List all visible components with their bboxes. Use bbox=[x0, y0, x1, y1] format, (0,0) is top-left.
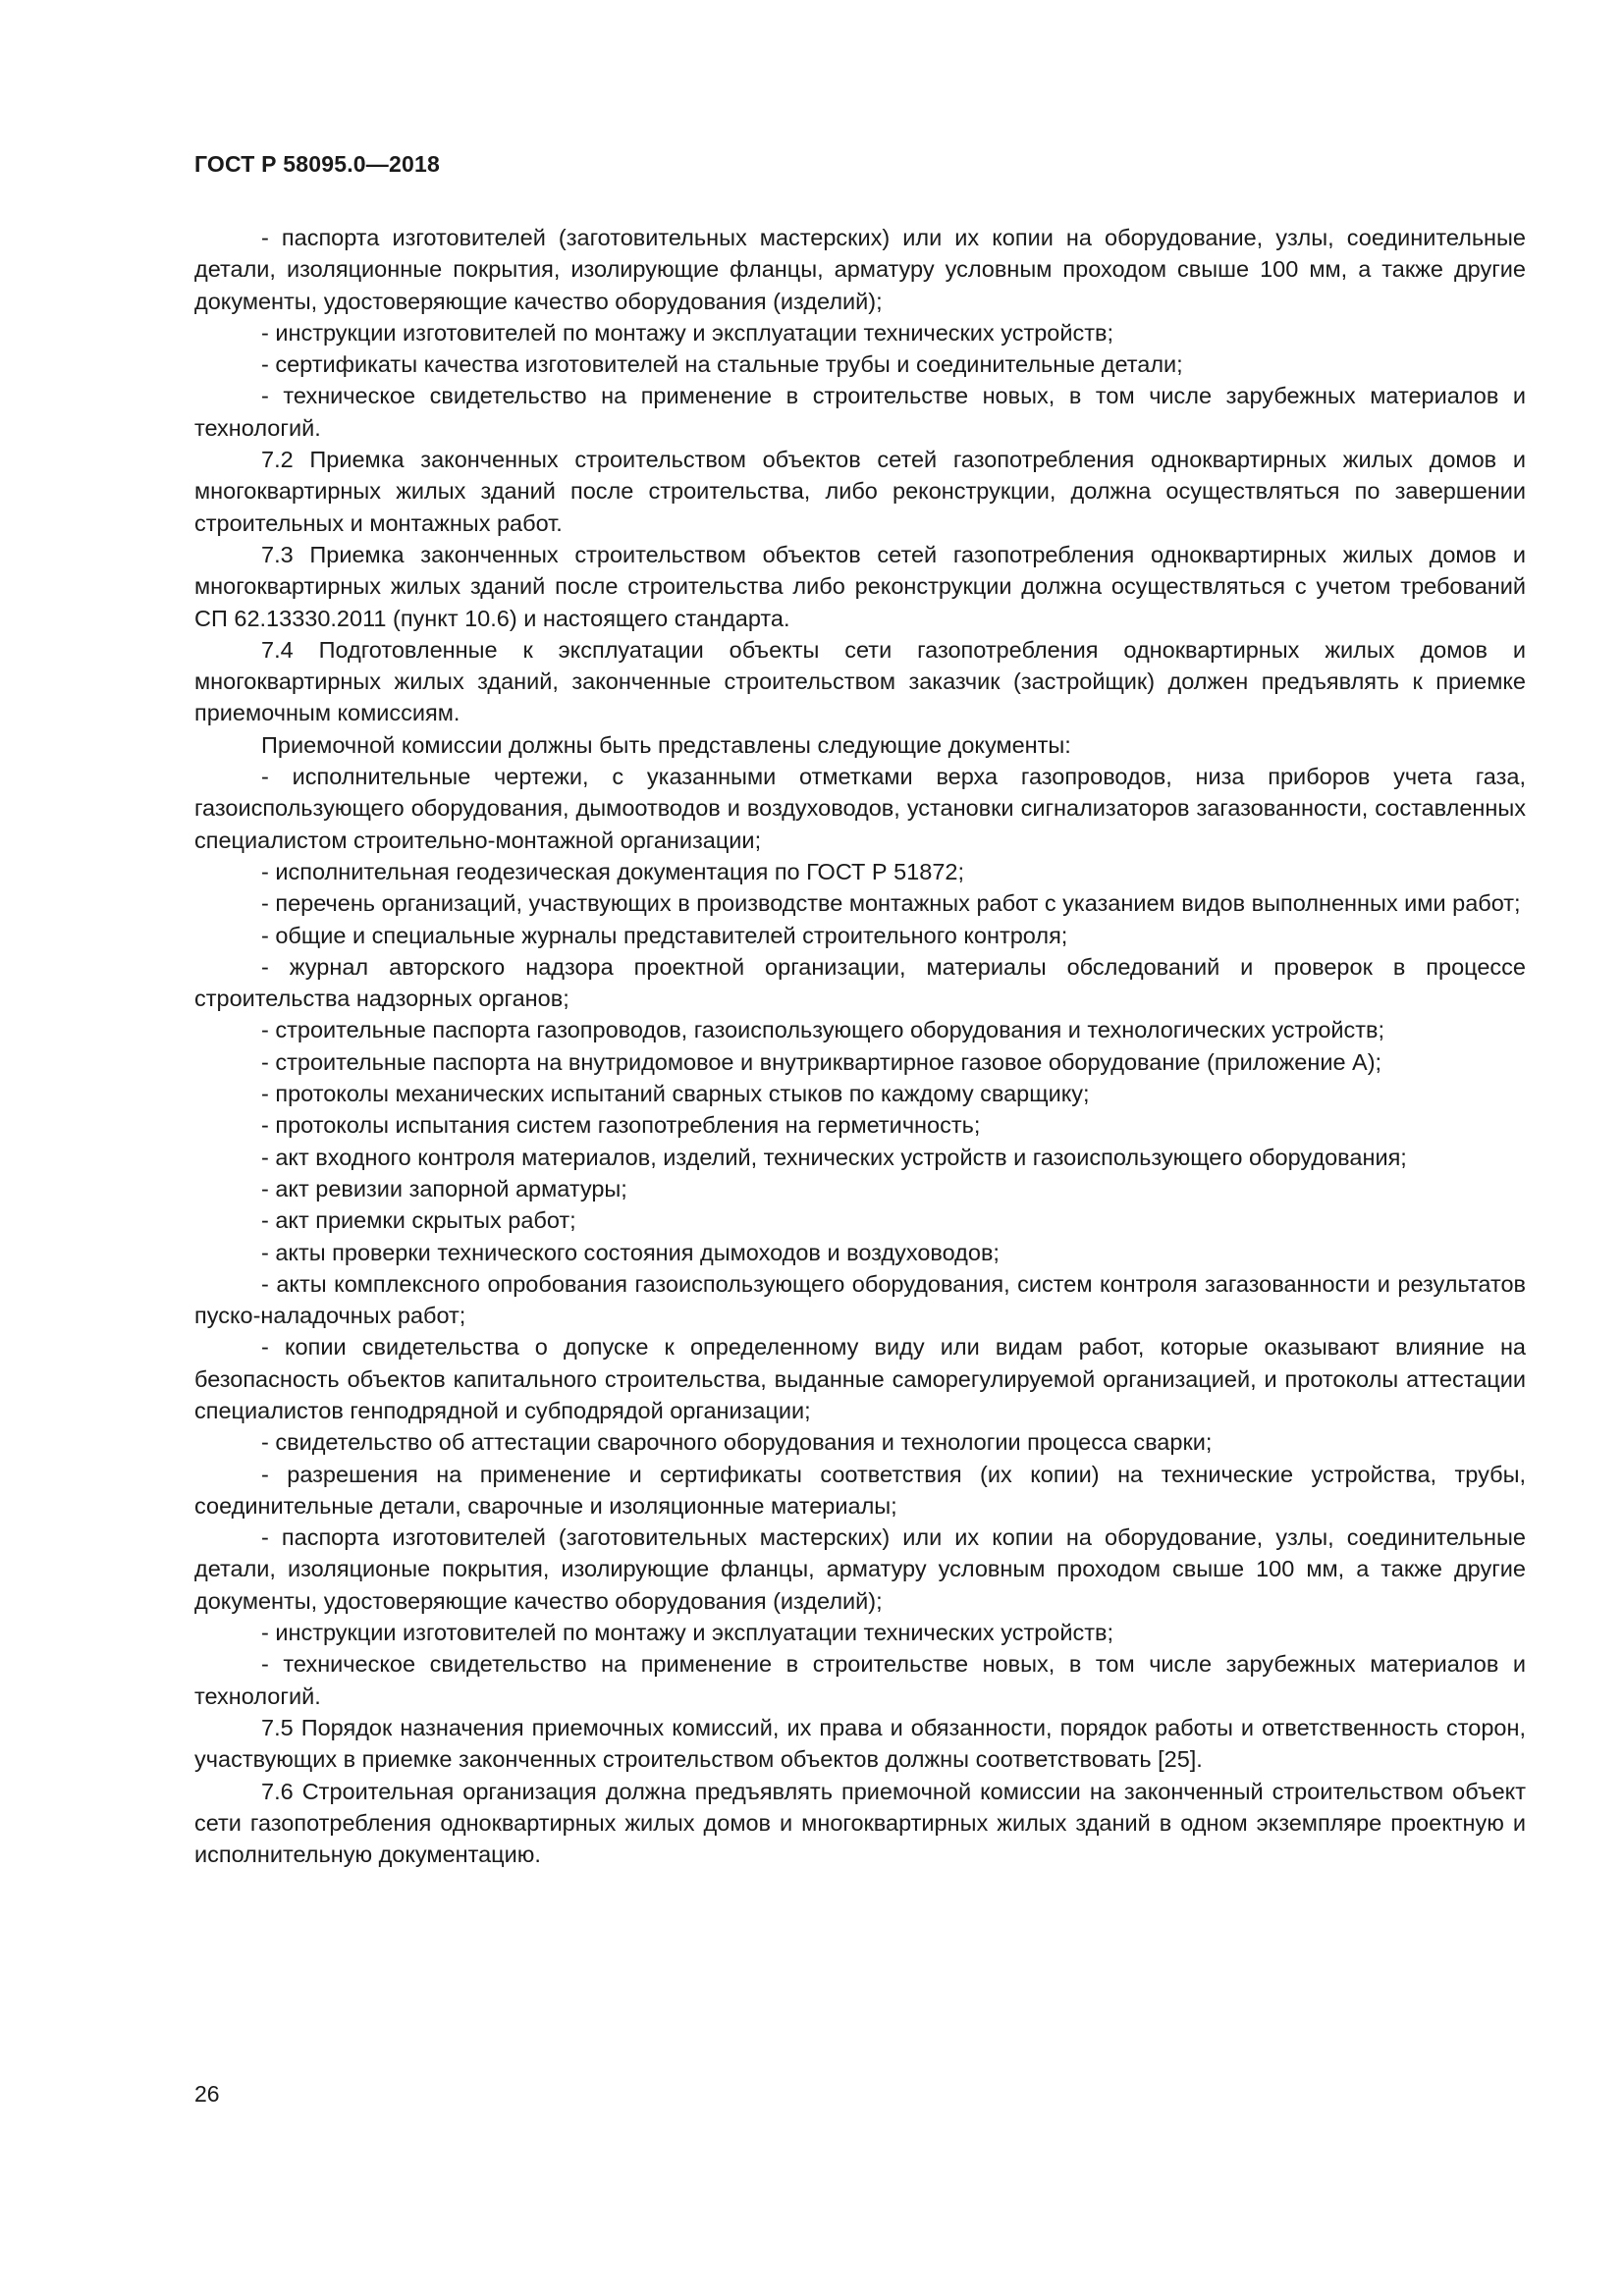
paragraph: - протоколы испытания систем газопотребления на герметичность; bbox=[261, 1112, 981, 1139]
paragraph: 7.6 Строительная организация должна предъявлять приемочной комиссии на законченный строительством объект сети газопотребления одноквартирных жилых домов и многоквартирных жилых зданий в одном экземпляре проектную и исполнительную документацию. bbox=[194, 1778, 1526, 1868]
paragraph: - строительные паспорта газопроводов, газоиспользующего оборудования и технологических устройств; bbox=[261, 1017, 1385, 1043]
paragraph: - строительные паспорта на внутридомовое и внутриквартирное газовое оборудование (приложение А); bbox=[261, 1048, 1382, 1075]
document-body bbox=[194, 222, 1526, 1870]
paragraph: - разрешения на применение и сертификаты соответствия (их копии) на технические устройства, трубы, соединительные детали, сварочные и изоляционные материалы; bbox=[194, 1461, 1526, 1519]
paragraph: Приемочной комиссии должны быть представлены следующие документы: bbox=[261, 731, 1071, 758]
paragraph: - копии свидетельства о допуске к определенному виду или видам работ, которые оказывают влияние на безопасность объектов капитального строительства, выданные саморегулируемой организацией, и протоколы аттестации специалистов генподрядной и субподрядой организации; bbox=[194, 1334, 1526, 1423]
paragraph: - исполнительная геодезическая документация по ГОСТ Р 51872; bbox=[261, 858, 964, 884]
paragraph: - инструкции изготовителей по монтажу и эксплуатации технических устройств; bbox=[261, 319, 1114, 346]
document-header: ГОСТ Р 58095.0—2018 bbox=[194, 151, 440, 177]
paragraph: - свидетельство об аттестации сварочного оборудования и технологии процесса сварки; bbox=[261, 1429, 1213, 1456]
paragraph: - инструкции изготовителей по монтажу и эксплуатации технических устройств; bbox=[261, 1620, 1114, 1646]
paragraph: - исполнительные чертежи, с указанными отметками верха газопроводов, низа приборов учета газа, газоиспользующего оборудования, дымоотводов и воздуховодов, установки сигнализаторов загазованности, составленных специалистом строительно-монтажной организации; bbox=[194, 764, 1526, 853]
paragraph: - паспорта изготовителей (заготовительных мастерских) или их копии на оборудование, узлы, соединительные детали, изоляционые покрытия, изолирующие фланцы, арматуру условным проходом свыше 100 мм, а также другие документы, удостоверяющие качество оборудования (изделий); bbox=[194, 1524, 1526, 1614]
paragraph: - акты проверки технического состояния дымоходов и воздуховодов; bbox=[261, 1239, 1000, 1265]
paragraph: 7.3 Приемка законченных строительством объектов сетей газопотребления одноквартирных жилых домов и многоквартирных жилых зданий после строительства либо реконструкции должна осуществляться с учетом требований СП 62.13330.2011 (пункт 10.6) и настоящего стандарта. bbox=[194, 541, 1526, 631]
paragraph: - общие и специальные журналы представителей строительного контроля; bbox=[261, 922, 1068, 948]
paragraph: 7.5 Порядок назначения приемочных комиссий, их права и обязанности, порядок работы и ответственность сторон, участвующих в приемке законченных строительством объектов должны соответствовать [25]. bbox=[194, 1714, 1526, 1773]
paragraph: - акт приемки скрытых работ; bbox=[261, 1207, 576, 1234]
paragraph: - сертификаты качества изготовителей на стальные трубы и соединительные детали; bbox=[261, 351, 1183, 378]
paragraph: - перечень организаций, участвующих в производстве монтажных работ с указанием видов выполненных ими работ; bbox=[261, 890, 1521, 917]
paragraph: - журнал авторского надзора проектной организации, материалы обследований и проверок в процессе строительства надзорных органов; bbox=[194, 953, 1526, 1012]
paragraph: 7.4 Подготовленные к эксплуатации объекты сети газопотребления одноквартирных жилых домов и многоквартирных жилых зданий, законченные строительством заказчик (застройщик) должен предъявлять к приемке приемочным комиссиям. bbox=[194, 636, 1526, 726]
paragraph: - паспорта изготовителей (заготовительных мастерских) или их копии на оборудование, узлы, соединительные детали, изоляционные покрытия, изолирующие фланцы, арматуру условным проходом свыше 100 мм, а также другие документы, удостоверяющие качество оборудования (изделий); bbox=[194, 225, 1526, 314]
paragraph: - протоколы механических испытаний сварных стыков по каждому сварщику; bbox=[261, 1081, 1090, 1107]
paragraph: - акт ревизии запорной арматуры; bbox=[261, 1175, 627, 1201]
paragraph: 7.2 Приемка законченных строительством объектов сетей газопотребления одноквартирных жилых домов и многоквартирных жилых зданий после строительства, либо реконструкции, должна осуществляться по завершении строительных и монтажных работ. bbox=[194, 447, 1526, 536]
paragraph: - акт входного контроля материалов, изделий, технических устройств и газоиспользующего оборудования; bbox=[261, 1144, 1407, 1170]
paragraph: - акты комплексного опробования газоиспользующего оборудования, систем контроля загазованности и результатов пуско-наладочных работ; bbox=[194, 1270, 1526, 1329]
paragraph: - техническое свидетельство на применение в строительстве новых, в том числе зарубежных материалов и технологий. bbox=[194, 383, 1526, 441]
paragraph: - техническое свидетельство на применение в строительстве новых, в том числе зарубежных материалов и технологий. bbox=[194, 1651, 1526, 1709]
page-number: 26 bbox=[194, 2081, 220, 2107]
